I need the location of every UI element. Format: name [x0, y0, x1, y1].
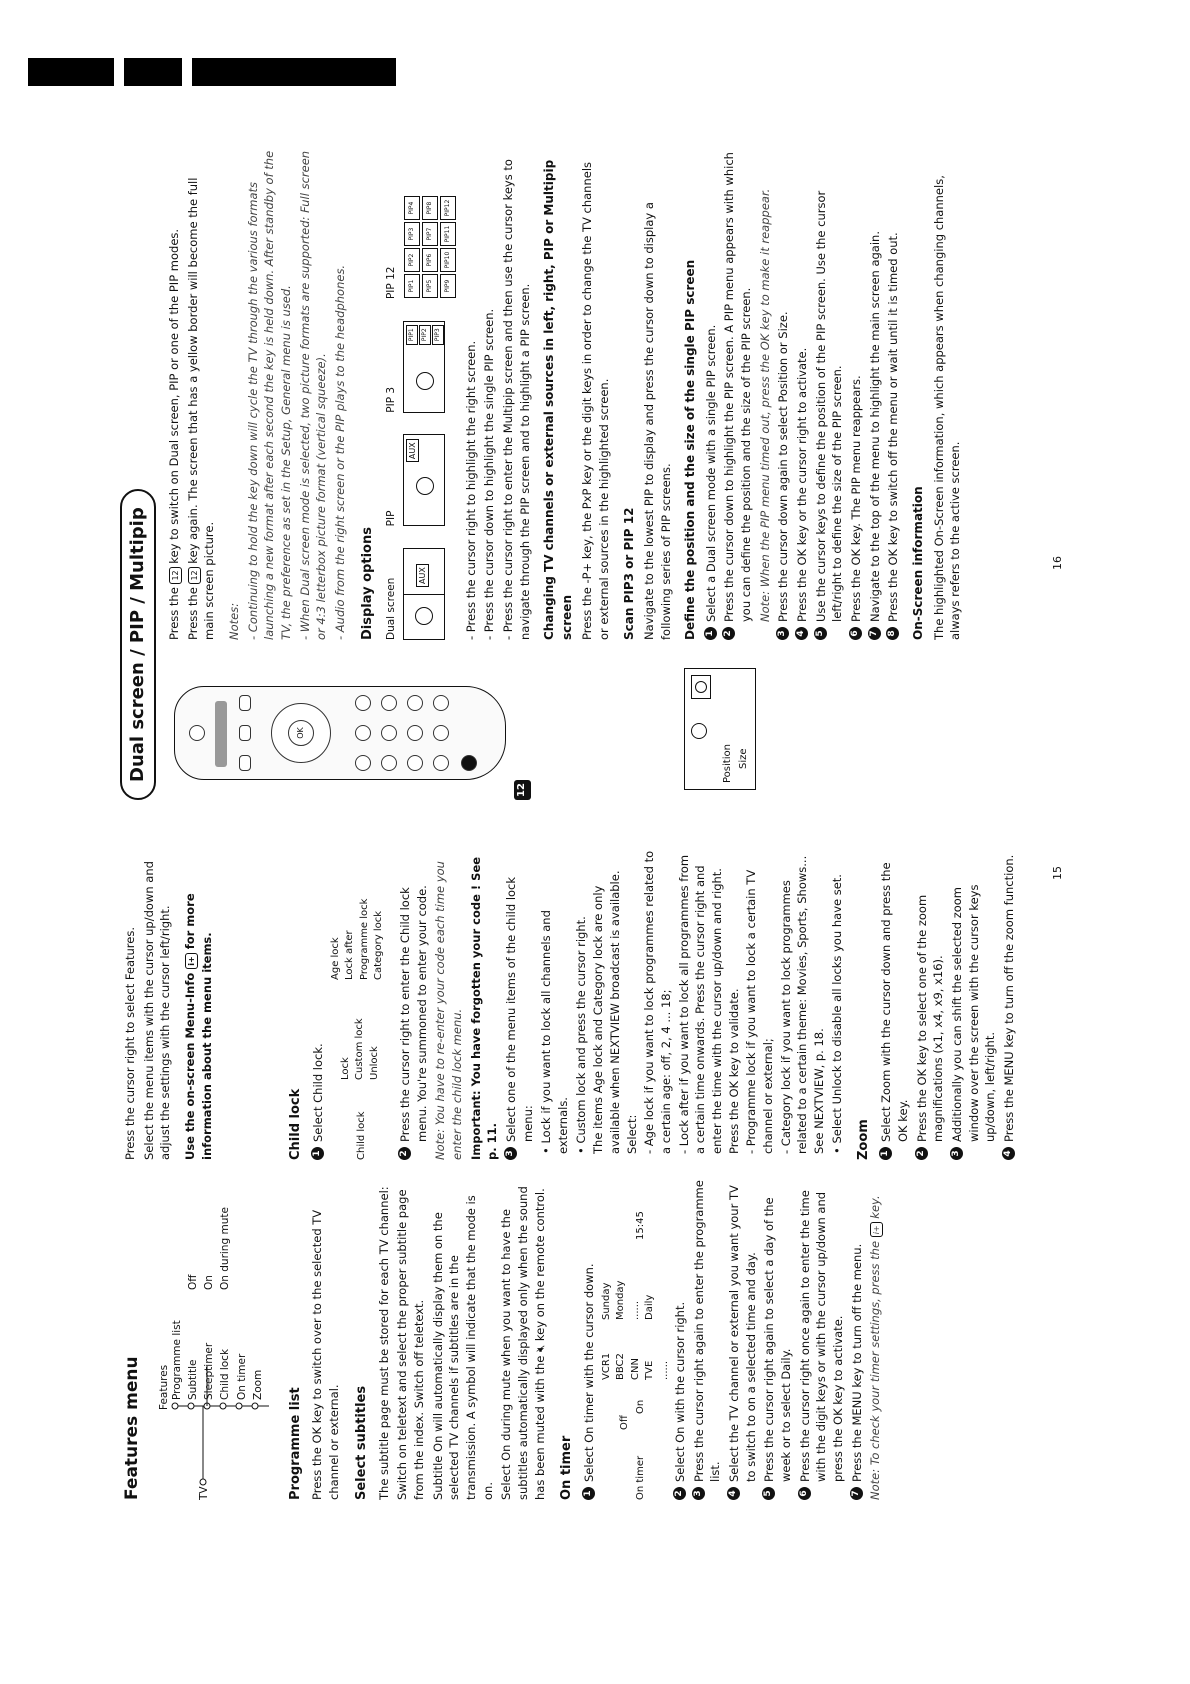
mute-icon: 🔇︎ — [532, 1344, 547, 1352]
scan-heading: Scan PIP3 or PIP 12 — [621, 507, 636, 640]
define-step-2: 2 Press the cursor down to highlight the PIP screen. A PIP menu appears with which you can define the position and the size of the PIP screen. — [721, 150, 754, 640]
note-1: - Continuing to hold the key down will cycle the TV through the various formats launching a new format after each second the key is held down. After standby of the TV, the preference as set in the Setup, General menu is used. — [245, 150, 294, 640]
bullet-custom-lock: • Custom lock and press the cursor right. — [573, 916, 588, 1154]
pip-key-icon: 12 — [169, 567, 182, 583]
subtitles-p1: The subtitle page must be stored for each TV channel: — [376, 1186, 391, 1500]
header-bar-3 — [192, 58, 396, 86]
on-timer-step-3: 3 Press the cursor right again to enter the programme list. — [691, 1180, 724, 1500]
note-3: - Audio from the right screen or the PIP plays to the headphones. — [333, 264, 348, 640]
display-options-heading: Display options — [359, 527, 375, 640]
note-2: - When Dual screen mode is selected, two picture formats are supported: Full screen or 4:3 letterbox picture format (vertical squeeze). — [297, 150, 329, 640]
child-lock-diagram: Child lock Lock Custom lock Unlock Age lock Lock after Programme lock Category lock — [329, 898, 385, 1160]
zoom-heading: Zoom — [856, 1119, 872, 1160]
manual-spread — [120, 140, 1080, 1500]
display-bullet-1: - Press the cursor right to highlight the right screen. — [463, 340, 478, 640]
category-lock: - Category lock if you want to lock programmes related to a certain theme: Movies, Sports, Shows... See NEXTVIEW, p. 18. — [778, 855, 826, 1154]
define-step-8: 8 Press the OK key to switch off the menu or wait until it is timed out. — [885, 150, 902, 640]
subtitles-p3: Subtitle On will automatically display them on the selected TV channels if subtitles are in the transmission. A symbol will indicate that the mode is on. — [430, 1195, 495, 1500]
on-timer-diagram: On timer Off On VCR1 BBC2 CNN TVE ...... Sunday Monday ...... Daily 15:45 — [600, 1211, 670, 1500]
tree-item-programme-list: Programme list — [170, 1320, 183, 1400]
page-title: Features menu — [122, 1356, 142, 1500]
features-column-2 — [120, 850, 1020, 1160]
zoom-step-2: 2 Press the OK key to select one of the zoom magnifications (x1, x4, x9, x16). — [914, 850, 947, 1160]
display-bullet-3: - Press the cursor right to enter the Multipip screen and then use the cursor keys to navigate through the PIP screen and to highlight a PIP screen. — [501, 159, 532, 640]
onscreen-text: The highlighted On-Screen information, which appears when changing channels, always refers to the active screen. — [931, 175, 963, 640]
page-title-dual-screen: Dual screen / PIP / Multipip — [120, 489, 156, 800]
child-lock-step-2: 2 Press the cursor right to enter the Child lock menu. You're summoned to enter your code. — [397, 850, 430, 1160]
child-lock-heading: Child lock — [288, 1088, 304, 1160]
define-heading: Define the position and the size of the single PIP screen — [683, 259, 698, 640]
subtitle-option-on-during-mute: On during mute — [219, 1207, 232, 1290]
select-subtitles-heading: Select subtitles — [353, 1385, 369, 1500]
zoom-step-1: 1 Select Zoom with the cursor down and press the OK key. — [878, 850, 911, 1160]
pip-position-menu: Position Size — [684, 668, 756, 790]
features-menu-tree — [157, 1180, 277, 1500]
dual-intro-2: Press the 12 key again. The screen that has a yellow border will become the full main screen picture. — [185, 177, 217, 640]
dual-screen-text-column — [164, 150, 966, 640]
changing-heading: Changing TV channels or external sources in left, right, PIP or Multipip screen — [542, 159, 574, 640]
on-timer-step-5: 5 Press the cursor right again to select a day of the week or to select Daily. — [761, 1180, 794, 1500]
tree-root: TV — [197, 1486, 210, 1500]
display-bullet-2: - Press the cursor down to highlight the single PIP screen. — [482, 308, 497, 640]
header-bar-2 — [124, 58, 182, 86]
lock-after: - Lock after if you want to lock all programmes from a certain time onwards. Press the cursor right and enter the time with the cursor up/down and right. Press the OK key to validate. — [676, 854, 741, 1154]
child-lock-note: Note: You have to re-enter your code each time you enter the child lock menu. — [433, 861, 464, 1160]
header-bar-1 — [28, 58, 114, 86]
remote-control-illustration: OK — [174, 686, 506, 780]
page-number-16: 16 — [1051, 556, 1064, 570]
subtitles-p2: Switch on teletext and select the proper subtitle page from the index. Switch off teletext. — [395, 1189, 427, 1500]
programme-list-text: Press the OK key to switch over to the selected TV channel or external. — [310, 1209, 342, 1500]
child-lock-step-1: 1 Select Child lock. — [310, 850, 327, 1160]
intro-1: Press the cursor right to select Features. — [123, 926, 137, 1160]
changing-text: Press the -P+ key, the PxP key or the digit keys in order to change the TV channels or external sources in the highlighted screen. — [580, 161, 611, 640]
subtitle-option-on: On — [202, 1275, 215, 1290]
notes-label: Notes: — [227, 602, 242, 640]
on-timer-step-1: 1 Select On timer with the cursor down. — [581, 1180, 598, 1500]
define-step-5: 5 Use the cursor keys to define the position of the PIP screen. Use the cursor left/right to define the size of the PIP screen. — [813, 150, 846, 640]
define-step-1: 1 Select a Dual screen mode with a single PIP screen. — [703, 150, 720, 640]
programme-lock: - Programme lock if you want to lock a certain TV channel or external; — [744, 869, 775, 1154]
pip-key-callout-icon: 12 — [514, 780, 531, 800]
child-lock-important: Important: You have forgotten your code ! See p. 11. — [468, 856, 500, 1160]
child-lock-step-3: 3 Select one of the menu items of the child lock menu: — [503, 850, 536, 1160]
onscreen-heading: On-Screen information — [911, 486, 926, 640]
pip-key-icon: 12 — [188, 567, 201, 583]
screen-pip: PIP AUX — [384, 434, 450, 526]
page-16 — [120, 140, 1080, 800]
on-timer-heading: On timer — [559, 1435, 575, 1500]
features-column-1 — [120, 1180, 886, 1500]
define-step-7: 7 Navigate to the top of the menu to highlight the main screen again. — [867, 150, 884, 640]
screen-pip3: PIP 3 PIP1 PIP2 PIP3 — [384, 321, 450, 413]
on-timer-step-7: 7 Press the MENU key to turn off the menu. — [849, 1180, 866, 1500]
on-timer-note: Note: To check your timer settings, press the i+ key. — [868, 1195, 883, 1500]
menu-info: Use the on-screen Menu-Info i+ for more information about the menu items. — [183, 893, 214, 1160]
programme-list-heading: Programme list — [287, 1387, 303, 1500]
page-15 — [120, 840, 1080, 1500]
bullet-lock: • Lock if you want to lock all channels and externals. — [539, 910, 570, 1154]
scan-text: Navigate to the lowest PIP to display and press the cursor down to display a following series of PIP screens. — [641, 202, 673, 640]
tree-item-sleeptimer: Sleeptimer — [203, 1342, 216, 1400]
info-key-icon: i+ — [185, 953, 198, 968]
zoom-step-3: 3 Additionally you can shift the selected zoom window over the screen with the cursor keys up/down, left/right. — [949, 850, 999, 1160]
tree-item-child-lock: Child lock — [219, 1348, 232, 1400]
tree-menu: Features — [157, 1364, 170, 1410]
pip-key-highlight — [461, 755, 477, 771]
on-timer-step-6: 6 Press the cursor right once again to enter the time with the digit keys or with the cursor up/down and press the OK key to activate. — [797, 1180, 847, 1500]
custom-lock-text: The items Age lock and Category lock are only available when NEXTVIEW broadcast is available. Select: — [591, 870, 639, 1154]
screen-pip12: PIP 12 PIP1PIP2PIP3PIP4 PIP5PIP6PIP7PIP8 PIP9PIP10PIP11PIP12 — [384, 189, 457, 299]
tree-item-subtitle: Subtitle — [186, 1359, 199, 1400]
screen-dual: Dual screen AUX — [384, 548, 450, 640]
subtitles-p4: Select On during mute when you want to have the subtitles automatically displayed only when the sound has been muted with the 🔇︎ key on the remote control. — [499, 1186, 547, 1500]
dual-intro-1: Press the 12 key to switch on Dual screen, PIP or one of the PIP modes. — [167, 228, 181, 640]
intro-2: Select the menu items with the cursor up/down and adjust the settings with the cursor left/right. — [141, 861, 173, 1160]
bullet-unlock: • Select Unlock to disable all locks you have set. — [829, 874, 844, 1154]
define-step-6: 6 Press the OK key. The PIP menu reappears. — [848, 150, 865, 640]
on-timer-step-2: 2 Select On with the cursor right. — [672, 1180, 689, 1500]
display-options-screens — [384, 150, 457, 640]
page-number-15: 15 — [1051, 866, 1064, 880]
tree-item-on-timer: On timer — [235, 1353, 248, 1400]
define-step-4: 4 Press the OK key or the cursor right to activate. — [794, 150, 811, 640]
zoom-step-4: 4 Press the MENU key to turn off the zoom function. — [1001, 850, 1018, 1160]
tree-item-zoom: Zoom — [251, 1369, 264, 1400]
define-note: Note: When the PIP menu timed out, press the OK key to make it reappear. — [757, 188, 772, 622]
define-step-3: 3 Press the cursor down again to select Position or Size. — [775, 150, 792, 640]
subtitle-option-off: Off — [186, 1274, 199, 1290]
on-timer-step-4: 4 Select the TV channel or external you want your TV to switch to on a selected time and day. — [726, 1180, 759, 1500]
info-key-icon: i+ — [870, 1222, 883, 1237]
age-lock: - Age lock if you want to lock programmes related to a certain age: off, 2, 4 ... 18; — [642, 850, 673, 1154]
